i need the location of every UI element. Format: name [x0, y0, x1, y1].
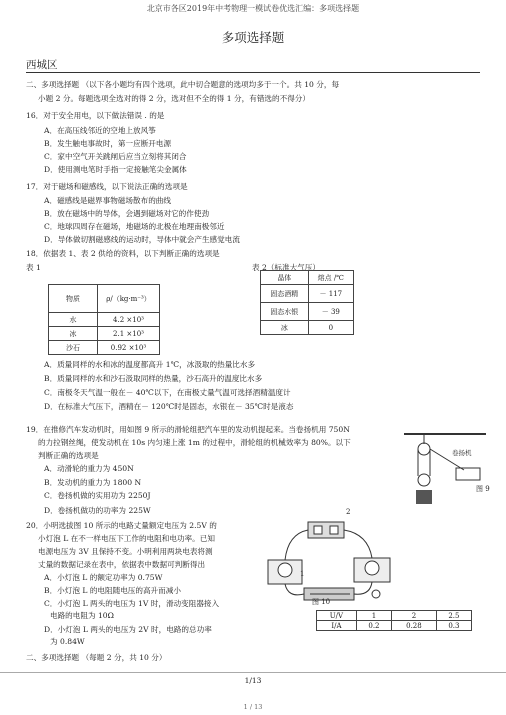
q19-line-2: 的力拉钢丝绳，使发动机在 10s 内匀速上涨 1m 的过程中，滑轮组的机械效率为 80%。以下	[38, 438, 351, 447]
table-cell: 2.5	[436, 611, 471, 621]
q17-option-d: D．导体做切割磁感线的运动时，导体中就会产生感觉电流	[44, 235, 240, 244]
q20-line-3: 电源电压为 3V 且保持不变。小明利用两块电表将测	[38, 547, 213, 556]
page-title: 多项选择题	[221, 30, 285, 45]
q18-option-a: A．质量同样的水和冰的温度都高升 1℃，冰汲取的热量比水多	[44, 360, 256, 369]
q19-option-c: C．卷扬机做的实用功为 2250J	[44, 491, 151, 500]
district-heading: 西城区	[26, 59, 58, 71]
table-cell: 固态酒精	[261, 285, 309, 303]
q17-stem: 17．对于磁场和磁感线，以下说法正确的选项是	[26, 182, 188, 191]
table1-header-unit: ρ/（kg·m⁻³）	[98, 285, 160, 313]
table-cell: 1	[356, 611, 391, 621]
q20-option-b: B．小灯泡 L 的电阻随电压的高升而减小	[44, 586, 181, 595]
q16-option-b: B．发生触电事故时，第一应断开电源	[44, 139, 172, 148]
table-cell: 固态水银	[261, 303, 309, 321]
section-heading: 二、多项选择题 （每题 2 分，共 10 分）	[26, 653, 167, 662]
page-number: 1/13	[244, 676, 262, 685]
figure-10-label: 图 10	[312, 598, 331, 606]
table-cell: 2.1 ×10³	[98, 327, 160, 341]
q18-option-b: B．质量同样的水和沙石汲取同样的热量，沙石高升的温度比水多	[44, 374, 263, 383]
table1-header-substance: 物质	[49, 285, 98, 313]
table-cell: 2	[392, 611, 437, 621]
q20-option-a: A．小灯泡 L 的额定功率为 0.75W	[44, 573, 163, 582]
q16-option-a: A．在高压线邻近的空地上放风筝	[44, 126, 156, 135]
q19-option-b: B．发动机的重力为 1800 N	[44, 478, 142, 487]
q20-data-table	[316, 610, 472, 631]
q20-option-c: C．小灯泡 L 两头的电压为 1V 时，滑动变阻器接入	[44, 599, 220, 608]
q20-line-2: 小灯泡 L 在不一样电压下工作的电阻和电功率。已知	[38, 534, 215, 543]
page-break-line	[0, 672, 506, 673]
q18-option-d: D．在标准大气压下，酒精在－ 120℃时是固态，水银在－ 35℃时是液态	[44, 402, 294, 411]
figure-10-mark-2: 2	[346, 508, 351, 516]
q19-option-d: D．卷扬机做功的功率为 225W	[44, 506, 151, 515]
q16-stem: 16．对于安全用电，以下做法错误 . 的是	[26, 111, 165, 120]
table-cell: － 39	[308, 303, 353, 321]
table2	[260, 270, 354, 335]
q16-option-d: D．使用测电笔时手指一定接触笔尖金属体	[44, 165, 187, 174]
q20-line-4: 丈量的数据记录在表中，依据表中数据可判断得出	[38, 560, 206, 569]
table-cell: U/V	[317, 611, 357, 621]
pulley-figure	[404, 432, 486, 508]
table-cell: 冰	[49, 327, 98, 341]
table-cell: 0.92 ×10³	[98, 341, 160, 355]
table-cell: 0.3	[436, 621, 471, 631]
winch-label: 卷扬机	[452, 449, 472, 457]
q20-option-d-cont: 为 0.84W	[50, 637, 85, 646]
instructions-line-2: 小题 2 分。每题选项全选对的得 2 分，选对但不全的得 1 分，有错选的不得分）	[38, 94, 310, 103]
q17-option-a: A．磁感线是磁界事物磁场散布的曲线	[44, 196, 171, 205]
q17-option-b: B．放在磁场中的导体，会遇到磁场对它的作使劲	[44, 209, 210, 218]
instructions-line-1: 二、多项选择题 （以下各小题均有四个选项，此中切合题意的选项均多于一个。共 10 分，每	[26, 80, 340, 89]
table-cell: 冰	[261, 321, 309, 335]
figure-10-mark-1: 1	[300, 570, 305, 578]
table-cell: 沙石	[49, 341, 98, 355]
q19-line-1: 19．在推修汽车发动机时，用如图 9 所示的滑轮组把汽车里的发动机提起来。当卷扬机用 750N	[26, 425, 350, 434]
q20-option-d: D．小灯泡 L 两头的电压为 2V 时，电路的总功率	[44, 625, 212, 634]
q20-option-c-cont: 电路的电阻为 10Ω	[50, 611, 114, 620]
q20-line-1: 20．小明选拔图 10 所示的电路丈量额定电压为 2.5V 的	[26, 521, 217, 530]
table1	[48, 284, 160, 355]
table-cell: 0.28	[392, 621, 437, 631]
table2-label: 表 2（标准大气压）	[252, 263, 320, 272]
document-header: 北京市各区2019年中考物理一模试卷优选汇编：多项选择题	[146, 4, 360, 13]
q18-option-c: C．南极冬天气温一般在－ 40℃以下，在南极丈量气温可选择酒精温度计	[44, 388, 291, 397]
table-cell: 水	[49, 313, 98, 327]
table2-header-melting-point: 熔点 /℃	[308, 271, 353, 285]
table1-label: 表 1	[26, 263, 41, 272]
q19-option-a: A．动滑轮的重力为 450N	[44, 464, 134, 473]
table-cell: 0.2	[356, 621, 391, 631]
table-cell: － 117	[308, 285, 353, 303]
q17-option-c: C．地球四周存在磁场，地磁场的北极在地理南极邻近	[44, 222, 225, 231]
q18-stem: 18．依据表 1、表 2 供给的资料，以下判断正确的选项是	[26, 249, 220, 258]
q19-line-3: 判断正确的选项是	[38, 451, 99, 460]
figure-9-label: 图 9	[476, 485, 490, 493]
circuit-figure	[258, 514, 404, 608]
table-cell: 4.2 ×10³	[98, 313, 160, 327]
page-number-footer: 1 / 13	[243, 703, 263, 711]
table2-header-crystal: 晶体	[261, 271, 309, 285]
q16-option-c: C．家中空气开关跳闸后应当立刻将其闭合	[44, 152, 187, 161]
table-cell: 0	[308, 321, 353, 335]
table-cell: I/A	[317, 621, 357, 631]
divider-line	[26, 72, 480, 73]
